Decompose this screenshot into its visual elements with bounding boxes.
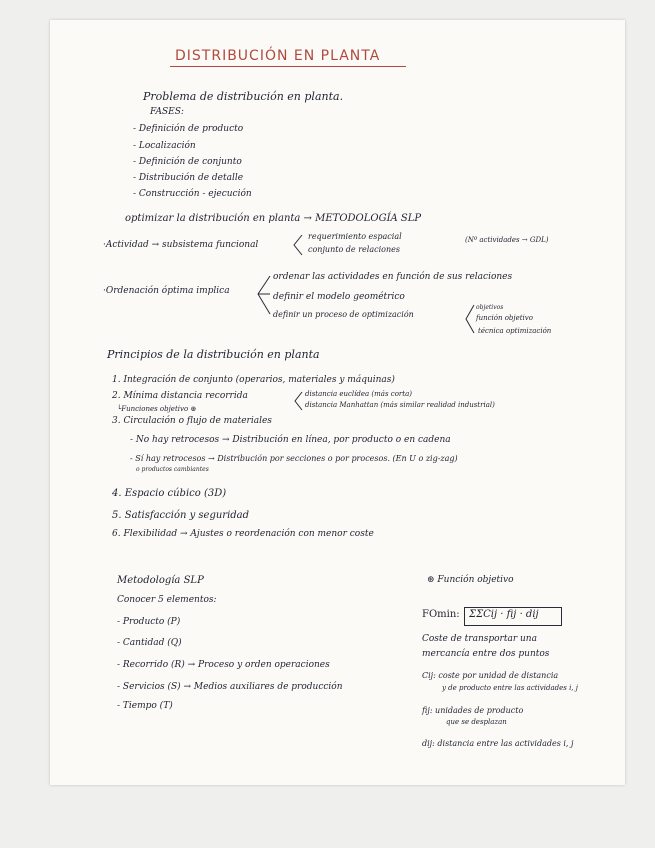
objective-desc: Coste de transportar una	[422, 634, 537, 644]
principle-item: 5. Satisfacción y seguridad	[112, 510, 250, 521]
optimization-branch: objetivos	[476, 304, 504, 311]
slp-element: - Servicios (S) → Medios auxiliares de producción	[117, 682, 343, 692]
phase-item: - Construcción - ejecución	[133, 189, 252, 199]
distance-brace	[292, 390, 304, 412]
principle-subitem: └Funciones objetivo ⊛	[117, 405, 197, 413]
principles-heading: Principios de la distribución en planta	[107, 348, 320, 361]
cij-def: y de producto entre las actividades i, j	[442, 684, 578, 692]
principle-item: 4. Espacio cúbico (3D)	[112, 488, 227, 499]
ordering-line: ·Ordenación óptima implica	[103, 286, 230, 296]
activity-branch: conjunto de relaciones	[308, 245, 400, 254]
optimization-branch: técnica optimización	[478, 327, 552, 335]
slp-intro: Conocer 5 elementos:	[117, 595, 217, 605]
fij-def: que se desplazan	[446, 718, 507, 726]
problem-heading: Problema de distribución en planta.	[143, 90, 344, 103]
phase-item: - Definición de conjunto	[133, 157, 242, 167]
dij-def: dij: distancia entre las actividades i, j	[422, 739, 574, 748]
optimization-brace	[462, 302, 476, 336]
slp-element: - Tiempo (T)	[117, 701, 173, 711]
distance-branch: distancia euclídea (más corta)	[305, 390, 412, 398]
slp-heading: Metodología SLP	[117, 575, 204, 586]
phase-item: - Definición de producto	[133, 124, 244, 134]
fo-label: FOmin:	[422, 609, 460, 620]
title-underline	[170, 66, 406, 67]
objective-heading: ⊛ Función objetivo	[427, 575, 514, 585]
page-title: DISTRIBUCIÓN EN PLANTA	[175, 48, 381, 64]
cij-def: Cij: coste por unidad de distancia	[422, 671, 559, 680]
slp-element: - Producto (P)	[117, 617, 181, 627]
principle-subitem: - Sí hay retrocesos → Distribución por secciones o por procesos. (En U o zig-zag)	[130, 454, 458, 463]
ordering-brace	[252, 272, 274, 318]
phases-label: FASES:	[150, 107, 184, 117]
slp-element: - Recorrido (R) → Proceso y orden operaciones	[117, 660, 330, 670]
activity-branch: requerimiento espacial	[308, 232, 402, 241]
ordering-branch: definir un proceso de optimización	[273, 310, 414, 319]
objective-desc: mercancía entre dos puntos	[422, 649, 550, 659]
activity-brace	[290, 233, 304, 257]
principle-item: 2. Mínima distancia recorrida	[112, 391, 248, 401]
activity-line: ·Actividad → subsistema funcional	[103, 240, 259, 250]
principle-item: 1. Integración de conjunto (operarios, materiales y máquinas)	[112, 375, 395, 385]
slp-element: - Cantidad (Q)	[117, 638, 182, 648]
distance-branch: distancia Manhattan (más similar realidad industrial)	[305, 401, 495, 409]
fij-def: fij: unidades de producto	[422, 706, 524, 715]
optimization-branch: función objetivo	[476, 314, 533, 322]
optimize-line: optimizar la distribución en planta → METODOLOGÍA SLP	[125, 213, 422, 224]
objective-formula: ΣΣCij · fij · dij	[469, 609, 539, 620]
principle-item: 6. Flexibilidad → Ajustes o reordenación con menor coste	[112, 529, 374, 539]
phase-item: - Localización	[133, 141, 196, 151]
activity-note: (Nº actividades → GDL)	[465, 236, 549, 244]
phase-item: - Distribución de detalle	[133, 173, 244, 183]
ordering-branch: definir el modelo geométrico	[273, 292, 405, 302]
ordering-branch: ordenar las actividades en función de sus relaciones	[273, 272, 513, 282]
principle-item: 3. Circulación o flujo de materiales	[112, 416, 272, 426]
principle-subitem: - No hay retrocesos → Distribución en línea, por producto o en cadena	[130, 435, 451, 445]
principle-subitem: o productos cambiantes	[136, 466, 209, 473]
